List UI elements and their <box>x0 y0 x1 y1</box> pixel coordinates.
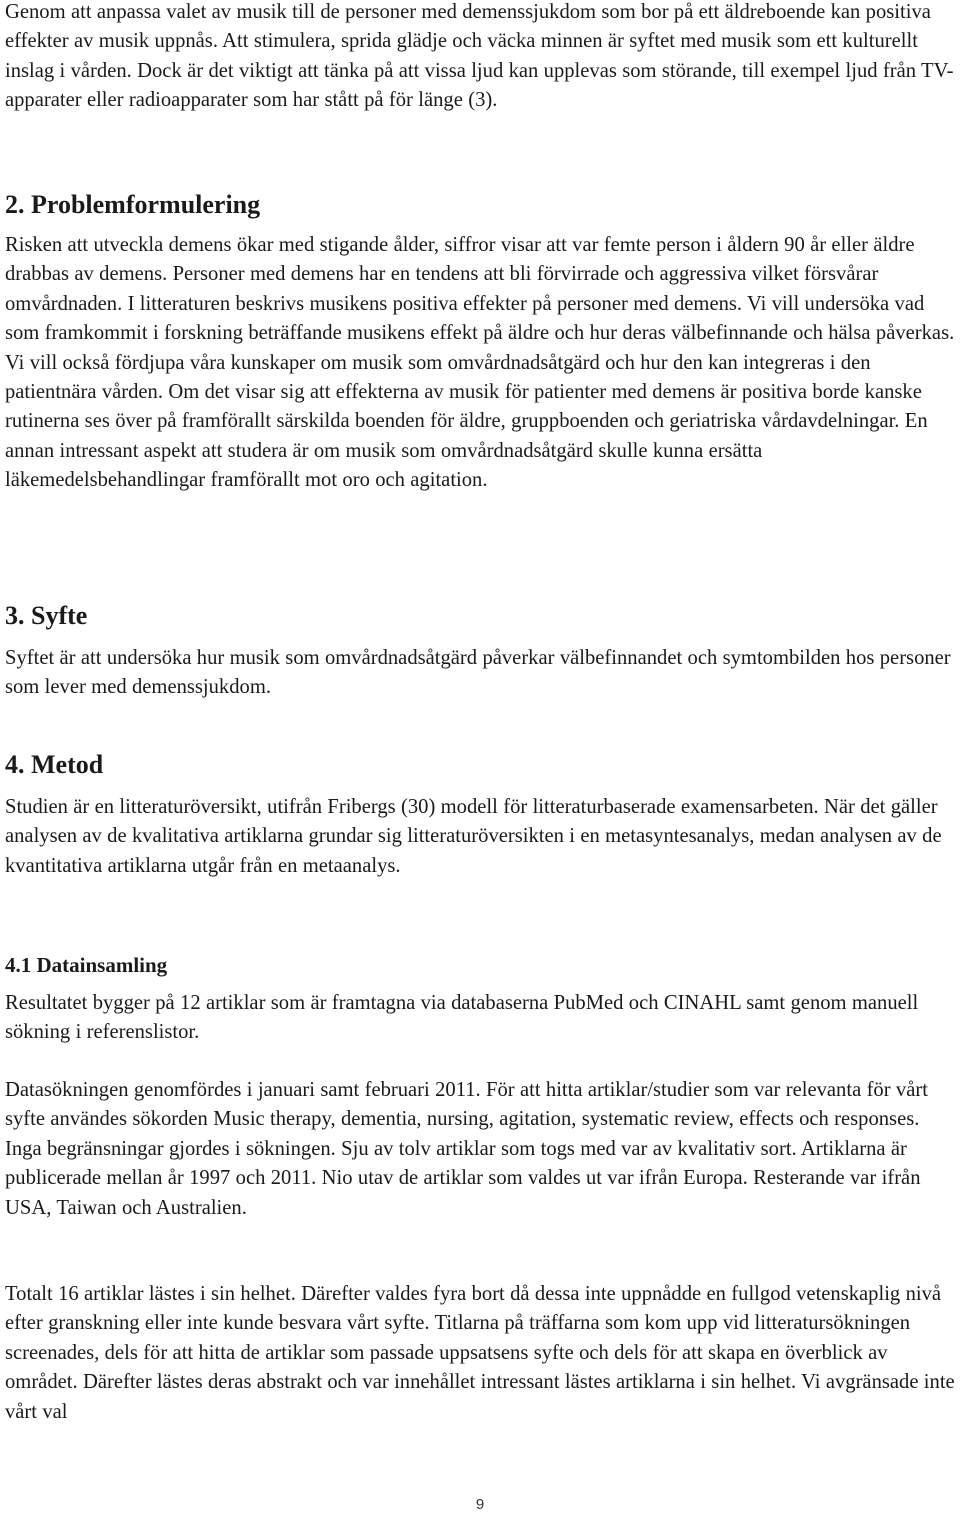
section-heading-syfte: 3. Syfte <box>5 601 88 630</box>
metod-paragraph: Studien är en litteraturöversikt, utifrån Fribergs (30) modell för litteraturbaserade examensarbeten. När det gäller analysen av de kvalitativa artiklarna grundar sig litteraturöversikten i en metasyntesanalys, medan analysen av de kvantitativa artiklarna utgår från en metaanalys. <box>5 796 942 877</box>
intro-paragraph: Genom att anpassa valet av musik till de personer med demenssjukdom som bor på ett äldreboende kan positiva effekter av musik uppnås. Att stimulera, sprida glädje och väcka minnen är syftet med musik som ett kulturellt inslag i vården. Dock är det viktigt att tänka på att vissa ljud kan upplevas som störande, till exempel ljud från TV-apparater eller radioapparater som har stått på för länge (3). <box>5 1 954 112</box>
datainsamling-paragraph: Totalt 16 artiklar lästes i sin helhet. Därefter valdes fyra bort då dessa inte uppnådde en fullgod vetenskaplig nivå efter granskning eller inte kunde besvara vårt syfte. Titlarna på träffarna som kom upp vid litteratursökningen screenades, dels för att hitta de artiklar som passade uppsatsens syfte och dels för att skapa en överblick av området. Därefter lästes deras abstrakt och var innehållet intressant lästes artiklarna i sin helhet. Vi avgränsade inte vårt val <box>5 1283 955 1423</box>
problemformulering-paragraph: Risken att utveckla demens ökar med stigande ålder, siffror visar att var femte person i åldern 90 år eller äldre drabbas av demens. Personer med demens har en tendens att bli förvirrade och aggressiva vilket försvårar omvårdnaden. I litteraturen beskrivs musikens positiva effekter på personer med demens. Vi vill undersöka vad som framkommit i forskning beträffande musikens effekt på äldre och hur deras välbefinnande och hälsa påverkas. Vi vill också fördjupa våra kunskaper om musik som omvårdnadsåtgärd och hur den kan integreras i den patientnära vården. Om det visar sig att effekterna av musik för patienter med demens är positiva borde kanske rutinerna ses över på framförallt särskilda boenden för äldre, gruppboenden och geriatriska vårdavdelningar. En annan intressant aspekt att studera är om musik som omvårdnadsåtgärd skulle kunna ersätta läkemedelsbehandlingar framförallt mot oro och agitation. <box>5 234 955 492</box>
section-heading-problemformulering: 2. Problemformulering <box>5 190 261 219</box>
page-number: 9 <box>475 1496 485 1513</box>
datainsamling-paragraph: Datasökningen genomfördes i januari samt februari 2011. För att hitta artiklar/studier som var relevanta för vårt syfte användes sökorden Music therapy, dementia, nursing, agitation, systematic review, effects och responses. Inga begränsningar gjordes i sökningen. Sju av tolv artiklar som togs med var av kvalitativ sort. Artiklarna är publicerade mellan år 1997 och 2011. Nio utav de artiklar som valdes ut var ifrån Europa. Resterande var ifrån USA, Taiwan och Australien. <box>5 1079 928 1219</box>
subsection-heading-datainsamling: 4.1 Datainsamling <box>5 953 168 977</box>
syfte-paragraph: Syftet är att undersöka hur musik som omvårdnadsåtgärd påverkar välbefinnandet och symtombilden hos personer som lever med demenssjukdom. <box>5 647 951 699</box>
section-heading-metod: 4. Metod <box>5 750 104 779</box>
datainsamling-paragraph: Resultatet bygger på 12 artiklar som är framtagna via databaserna PubMed och CINAHL samt genom manuell sökning i referenslistor. <box>5 992 919 1044</box>
